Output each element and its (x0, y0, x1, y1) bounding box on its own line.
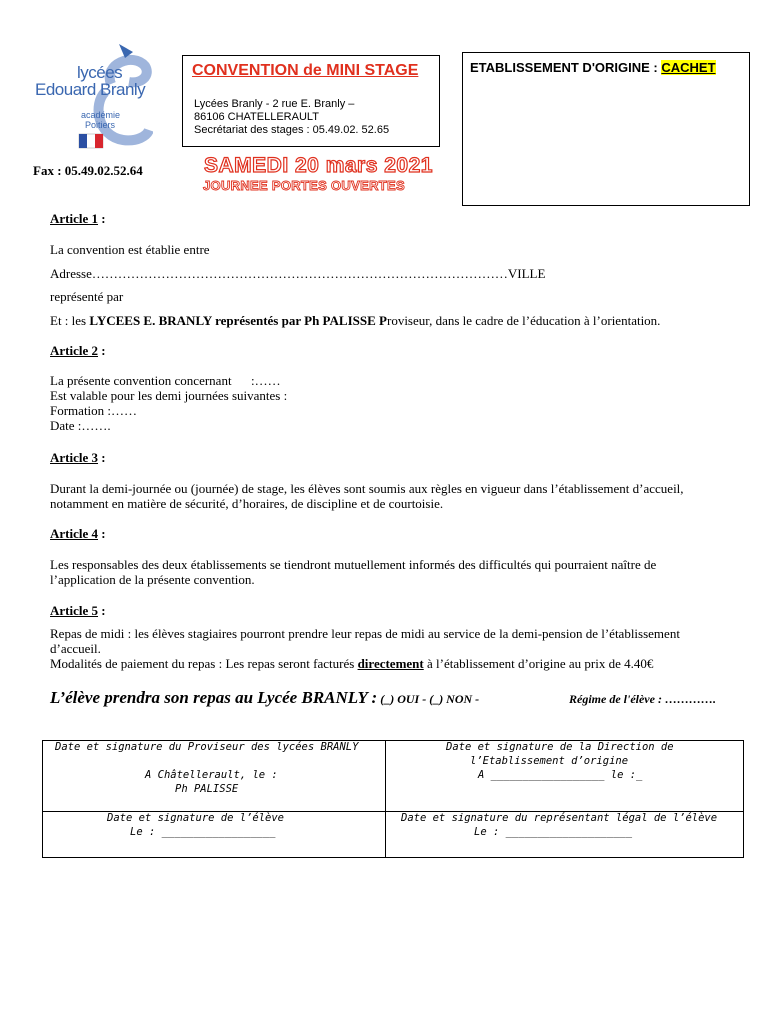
meal-question (50, 688, 479, 708)
article2-title (50, 343, 106, 359)
article1-title-colon: : (98, 211, 106, 226)
logo-text-poitiers: Poitiers (85, 120, 116, 130)
article2-title-text: Article 2 (50, 343, 99, 358)
article5-line3-suffix: à l’établissement d’origine au prix de 4.40€ (423, 656, 654, 671)
logo-text-academie: académie (81, 110, 121, 120)
article5-line3-prefix: Modalités de paiement du repas : Les repas seront facturés (50, 656, 358, 671)
cachet-box (462, 52, 750, 206)
cachet-label (470, 60, 716, 75)
article2-formation: Formation :…… (50, 403, 138, 418)
sig-proviseur-place[interactable]: A Châtellerault, le : (145, 769, 278, 781)
article5-line3-bold: directement (357, 656, 424, 671)
sig-proviseur-name: Ph PALISSE (175, 783, 239, 795)
article1-line1: La convention est établie entre (50, 242, 210, 257)
sig-direction-place[interactable]: A __________________ le :_ (478, 769, 643, 781)
logo-text-lycees: lycées (77, 63, 123, 82)
convention-address-line3: Secrétariat des stages : 05.49.02. 52.65 (194, 124, 390, 136)
article4-title-colon: : (98, 526, 106, 541)
article3-line2: notamment en matière de sécurité, d’horaires, de discipline et de courtoisie. (50, 496, 444, 511)
article3-title-text: Article 3 (50, 450, 99, 465)
convention-title: CONVENTION de MINI STAGE (192, 62, 419, 79)
article2-line2: Est valable pour les demi journées suivantes : (50, 388, 288, 403)
logo-text-name: Edouard Branly (35, 80, 146, 99)
article1-line4 (50, 313, 660, 328)
article2-line1: La présente convention concernant :…… (50, 373, 281, 388)
article1-title (50, 211, 106, 227)
article5-line2: d’accueil. (50, 641, 101, 656)
sig-representant-date[interactable]: Le : ____________________ (474, 826, 633, 838)
article1-represented-by: représenté par (50, 289, 124, 304)
article5-title-text: Article 5 (50, 603, 99, 618)
sig-direction-title-line1: Date et signature de la Direction de (446, 741, 674, 753)
cachet-word: CACHET (661, 60, 716, 75)
article5-line1: Repas de midi : les élèves stagiaires pourront prendre leur repas de midi au service de la demi-pension de l’établissement (50, 626, 680, 641)
article3-line1: Durant la demi-journée ou (journée) de stage, les élèves sont soumis aux règles en vigueur dans l’établissement d’accueil, (50, 481, 684, 496)
article1-line4-bold: LYCEES E. BRANLY représentés par Ph PALISSE P (89, 313, 387, 328)
article4-title-text: Article 4 (50, 526, 99, 541)
article4-line1: Les responsables des deux établissements se tiendront mutuellement informés des difficultés qui pourraient naître de (50, 557, 657, 572)
article1-line4-suffix: roviseur, dans le cadre de l’éducation à l’orientation. (386, 313, 661, 328)
article5-line3 (50, 656, 653, 671)
meal-options[interactable]: (_) OUI - (_) NON - (377, 692, 480, 706)
event-name: JOURNEE PORTES OUVERTES (203, 178, 405, 193)
article1-title-text: Article 1 (50, 211, 99, 226)
fax-number: Fax : 05.49.02.52.64 (33, 163, 143, 178)
article4-title (50, 526, 106, 542)
sig-eleve-title: Date et signature de l’élève (107, 812, 285, 824)
sig-representant-title: Date et signature du représentant légal de l’élève (401, 812, 718, 824)
event-date: SAMEDI 20 mars 2021 (204, 154, 433, 177)
article3-title-colon: : (98, 450, 106, 465)
sig-proviseur-title: Date et signature du Proviseur des lycées BRANLY (55, 741, 359, 753)
article2-title-colon: : (98, 343, 106, 358)
logo-e-mark-icon (33, 44, 153, 156)
sig-direction-title-line2: l’Etablissement d’origine (470, 755, 629, 767)
cachet-label-text: ETABLISSEMENT D'ORIGINE : (470, 60, 662, 75)
article5-title-colon: : (98, 603, 106, 618)
meal-question-text: L’élève prendra son repas au Lycée BRANLY : (50, 688, 378, 707)
convention-address-line2: 86106 CHATELLERAULT (194, 111, 319, 123)
regime-field[interactable]: Régime de l'élève : …………. (569, 692, 716, 706)
article1-line4-prefix: Et : les (50, 313, 90, 328)
signature-table-divider (385, 740, 386, 857)
lycee-logo (33, 44, 153, 154)
signature-table (42, 740, 744, 858)
article2-date: Date :……. (50, 418, 111, 433)
convention-address-line1: Lycées Branly - 2 rue E. Branly – (194, 98, 355, 110)
sig-eleve-date[interactable]: Le : __________________ (130, 826, 276, 838)
article1-address-line: Adresse……………………………………………………………………………………VILLE (50, 266, 546, 281)
article5-title (50, 603, 106, 619)
article3-title (50, 450, 106, 466)
article4-line2: l’application de la présente convention. (50, 572, 255, 587)
